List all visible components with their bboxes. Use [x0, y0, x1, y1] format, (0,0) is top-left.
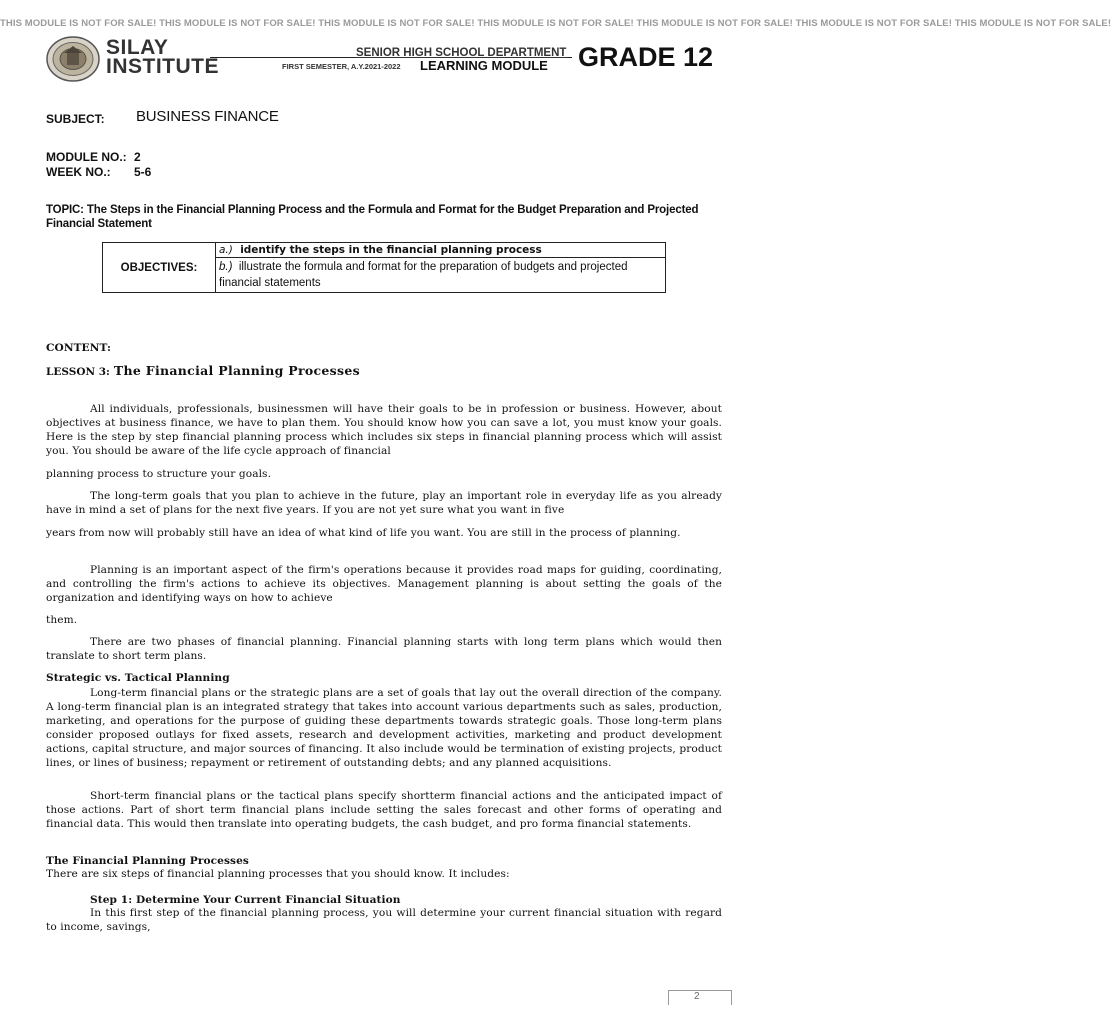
lesson-prefix: LESSON 3:	[46, 366, 110, 378]
page-number-box	[668, 990, 732, 1005]
module-no-value: 2	[134, 150, 141, 164]
topic-text: TOPIC: The Steps in the Financial Planning Process and the Formula and Format for the Budget Preparation and Projected Financial Statement	[46, 204, 699, 230]
paragraph-goals-cont: planning process to structure your goals.	[46, 468, 272, 480]
paragraph-six-steps: There are six steps of financial planning processes that you should know. It includes:	[46, 868, 510, 880]
subject-value: BUSINESS FINANCE	[136, 108, 279, 125]
objective-a	[216, 243, 666, 258]
content-heading: CONTENT:	[46, 342, 112, 354]
objective-b-marker: b.)	[219, 261, 233, 273]
brand-line-2: INSTITUTE	[106, 55, 219, 78]
brand-line-1: SILAY	[106, 36, 169, 59]
paragraph-long-term-goals: The long-term goals that you plan to achieve in the future, play an important role in everyday life as you already have in mind a set of plans for the next five years. If you are not yet sure what you want in five	[46, 490, 722, 516]
department-label: SENIOR HIGH SCHOOL DEPARTMENT	[356, 47, 567, 59]
objective-b-text: illustrate the formula and format for the preparation of budgets and projected financial statements	[219, 261, 628, 289]
paragraph-goals: All individuals, professionals, businessmen will have their goals to be in profession or business. However, about objectives at business finance, we have to plan them. You should know how you can save a lot, you must know your goals. Here is the step by step financial planning process which includes six steps in financial planning process which will assist you. You should be aware of the life cycle approach of financial	[46, 403, 722, 457]
strategic-vs-tactical-heading: Strategic vs. Tactical Planning	[46, 672, 230, 684]
objective-b	[216, 258, 666, 293]
lesson-heading	[46, 363, 360, 378]
step-1-heading: Step 1: Determine Your Current Financial Situation	[90, 894, 401, 906]
not-for-sale-banner: THIS MODULE IS NOT FOR SALE! THIS MODULE IS NOT FOR SALE! THIS MODULE IS NOT FOR SALE! THIS MODULE IS NOT FOR SALE! THIS MODULE IS NOT FOR SALE! THIS MODULE IS NOT FOR SALE! THIS MODULE IS NOT FOR SALE!	[0, 18, 1111, 29]
objective-a-text: identify the steps in the financial planning process	[240, 244, 542, 256]
learning-module-label: LEARNING MODULE	[420, 58, 548, 73]
paragraph-step-1: In this first step of the financial planning process, you will determine your current financial situation with regard to income, savings,	[46, 907, 722, 933]
subject-label: SUBJECT:	[46, 112, 105, 126]
semester-label: FIRST SEMESTER, A.Y.2021-2022	[282, 62, 401, 71]
week-no-value: 5-6	[134, 165, 152, 179]
page-number: 2	[694, 991, 700, 1002]
school-seal-icon	[46, 36, 100, 82]
paragraph-long-term-plans: Long-term financial plans or the strategic plans are a set of goals that lay out the overall direction of the company. A long-term financial plan is an integrated strategy that takes into account various departments such as sales, production, marketing, and operations for the purpose of guiding these departments towards strategic goals. Those long-term plans consider proposed outlays for fixed assets, research and development activities, marketing and product development actions, capital structure, and major sources of financing. It also include would be termination of existing projects, product lines, or lines of business; repayment or retirement of outstanding debts; and any planned acquisitions.	[46, 687, 722, 769]
financial-planning-processes-heading: The Financial Planning Processes	[46, 855, 249, 867]
lesson-title: The Financial Planning Processes	[113, 363, 360, 378]
paragraph-planning-cont: them.	[46, 614, 78, 626]
objectives-label: OBJECTIVES:	[103, 243, 216, 293]
module-no-label: MODULE NO.:	[46, 150, 127, 164]
grade-label: GRADE 12	[578, 42, 714, 72]
paragraph-two-phases: There are two phases of financial planning. Financial planning starts with long term plans which would then translate to short term plans.	[46, 636, 722, 662]
objective-a-marker: a.)	[219, 244, 233, 256]
paragraph-short-term-plans: Short-term financial plans or the tactical plans specify shortterm financial actions and the anticipated impact of those actions. Part of short term financial plans include setting the sales forecast and other forms of operating and financial data. This would then translate into operating budgets, the cash budget, and pro forma financial statements.	[46, 790, 722, 830]
paragraph-planning: Planning is an important aspect of the firm's operations because it provides road maps for guiding, coordinating, and controlling the firm's actions to achieve its objectives. Management planning is about setting the goals of the organization and identifying ways on how to achieve	[46, 564, 722, 604]
week-no-label: WEEK NO.:	[46, 165, 111, 179]
school-brand	[106, 38, 219, 76]
objectives-table	[102, 242, 666, 293]
paragraph-long-term-goals-cont: years from now will probably still have an idea of what kind of life you want. You are still in the process of planning.	[46, 527, 681, 539]
